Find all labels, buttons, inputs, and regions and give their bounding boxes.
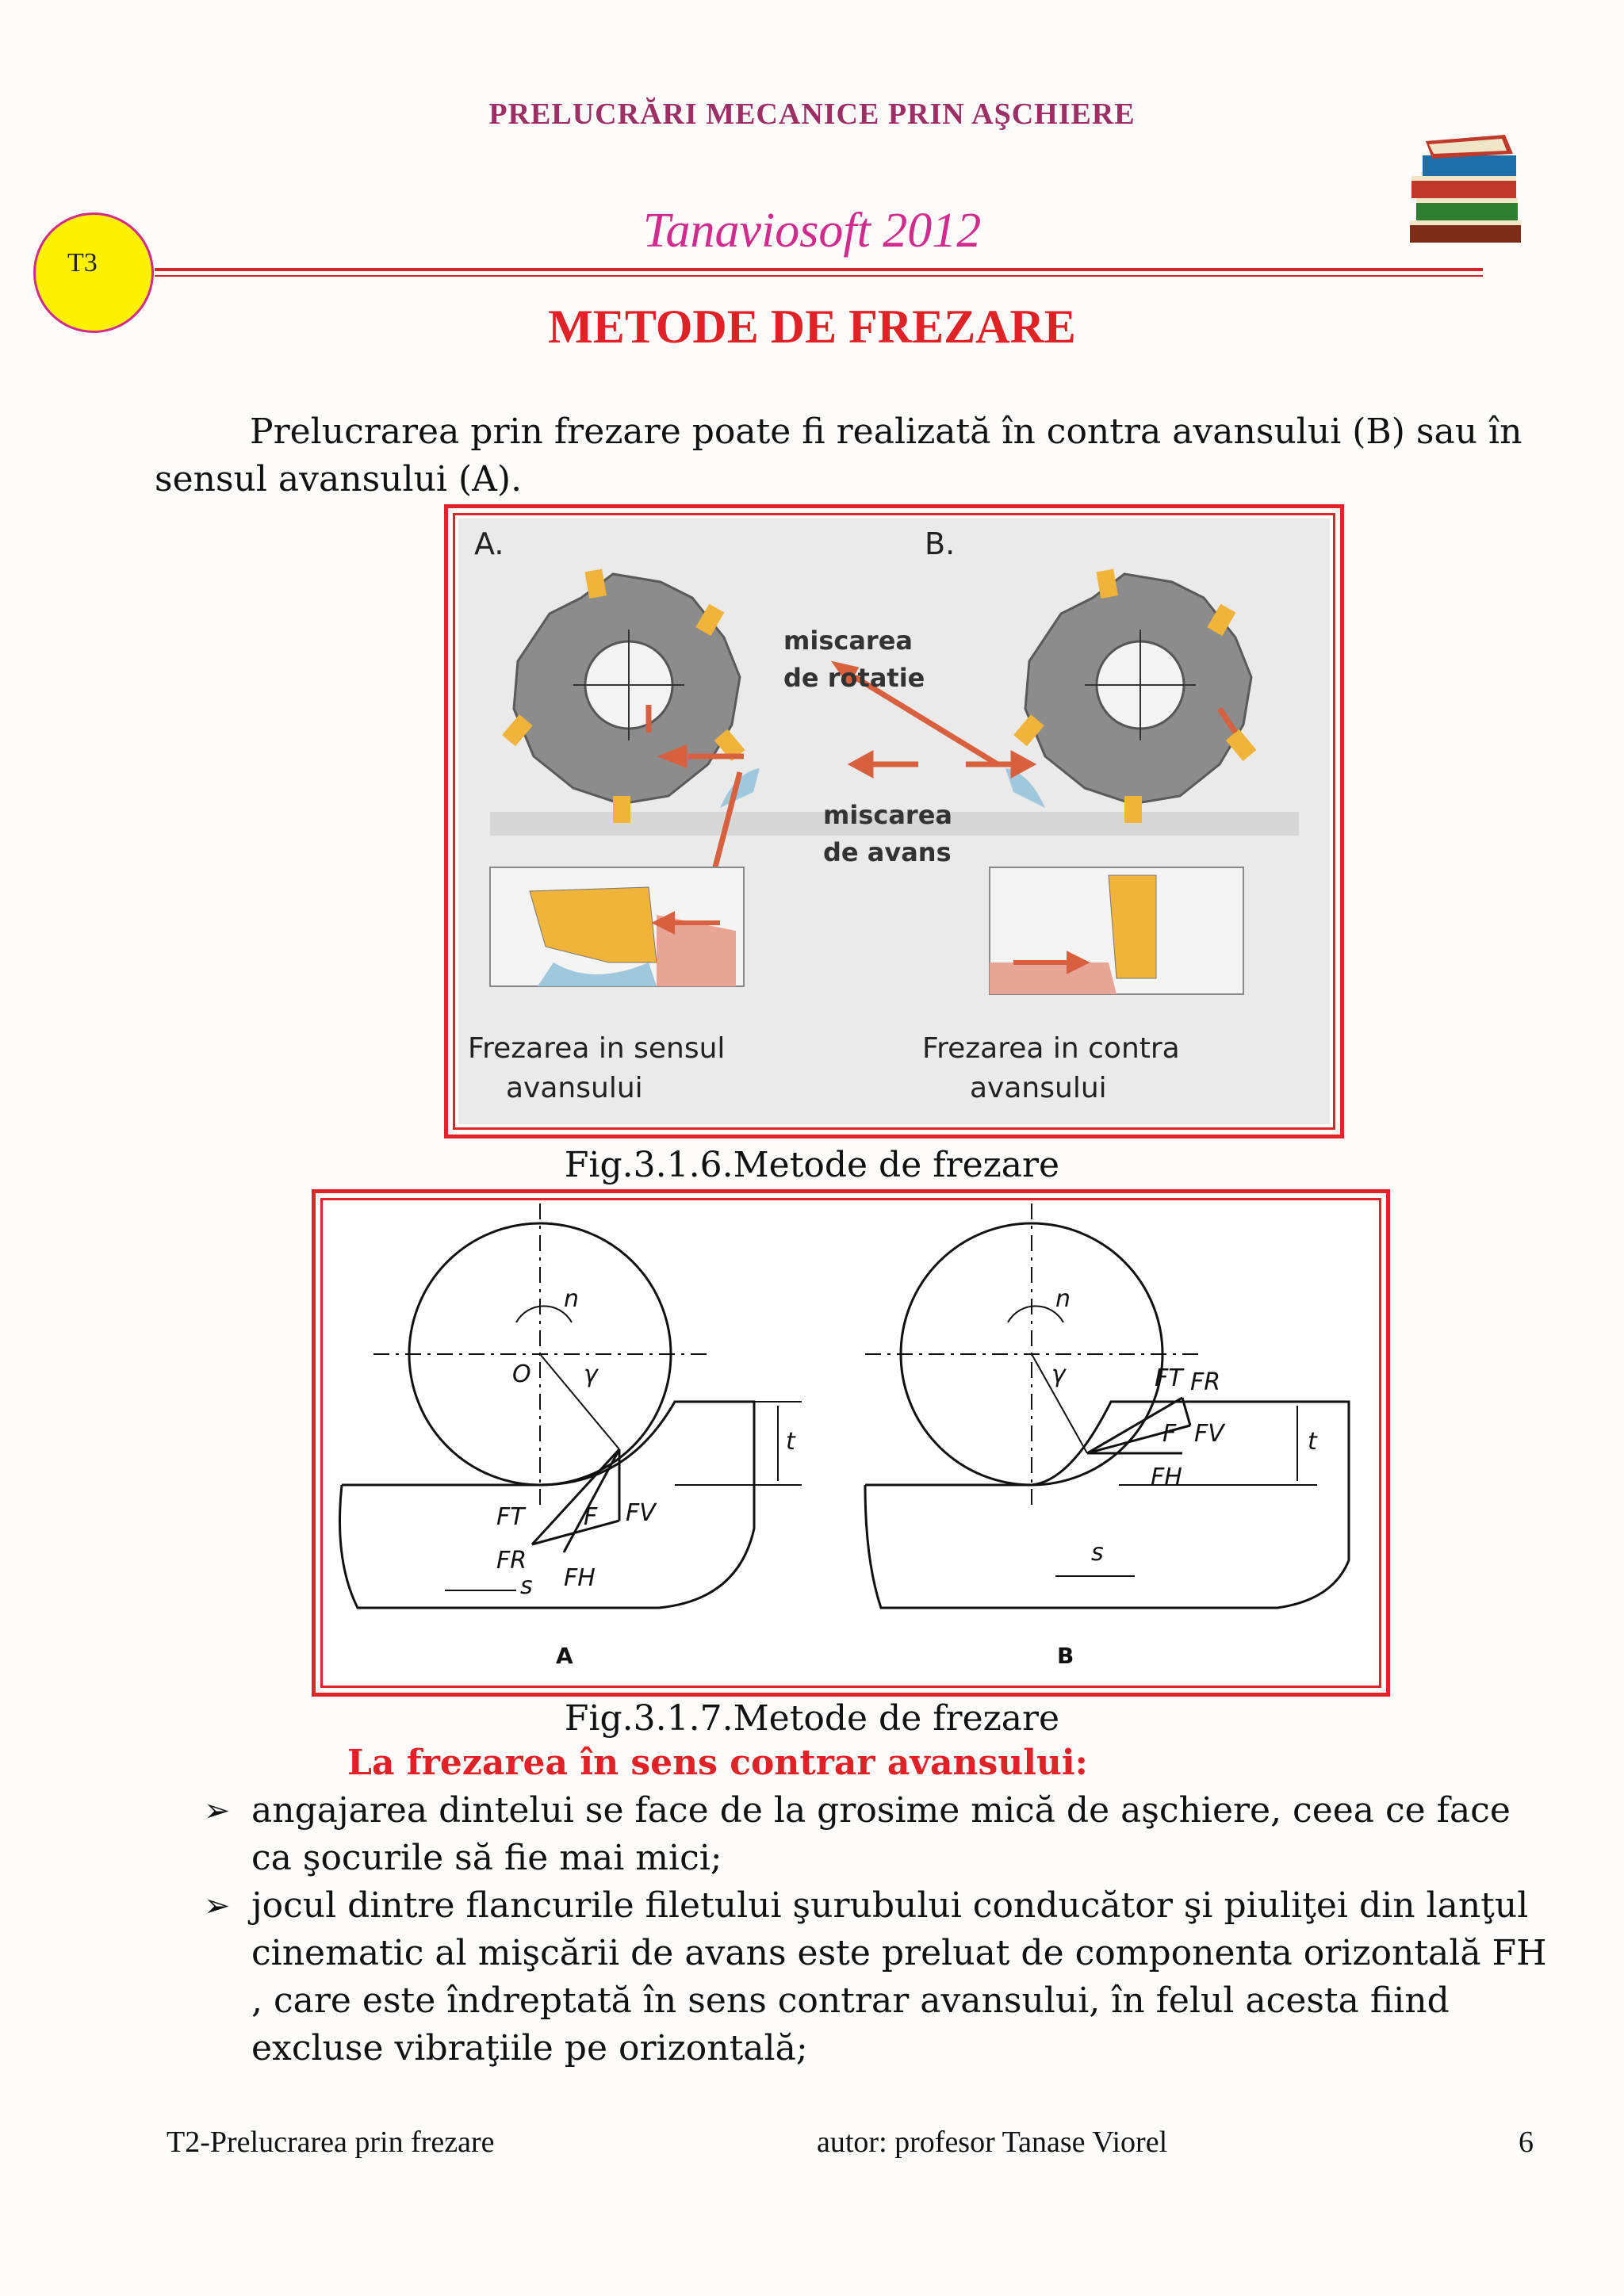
right-caption-2: avansului [970,1072,1107,1104]
subheading: La frezarea în sens contrar avansului: [347,1743,1088,1783]
fig2-b-fv: FV [1194,1420,1224,1448]
topic-badge-label: T3 [67,248,98,277]
footer-chapter: T2-Prelucrarea prin frezare [167,2126,495,2159]
fig2-a-fr: FR [496,1547,527,1575]
brand-title: Tanaviosoft 2012 [642,204,982,258]
fig2-a-n: n [564,1285,580,1313]
figure-1-milling-photo [458,519,1330,1124]
figure-2-force-diagram [326,1203,1376,1682]
section-title: METODE DE FREZARE [548,300,1076,353]
feed-label-2: de avans [823,837,952,867]
fig2-b-f: F [1162,1420,1177,1448]
figure-1-caption: Fig.3.1.6.Metode de frezare [564,1145,1060,1185]
left-caption-1: Frezarea in sensul [468,1032,726,1065]
fig2-b-n: n [1055,1285,1071,1313]
fig2-a-gamma: γ [584,1360,598,1388]
list-item: ➢ angajarea dintelui se face de la grosime mică de aşchiere, ceea ce face ca şocurile să fie mai mici; [204,1787,1552,1890]
figure-2-caption: Fig.3.1.7.Metode de frezare [564,1698,1060,1739]
document-header-title: PRELUCRĂRI MECANICE PRIN AŞCHIERE [488,98,1136,131]
fig2-a-fh: FH [564,1564,596,1592]
fig2-b-t: t [1308,1428,1317,1456]
left-caption-2: avansului [506,1072,643,1104]
header-divider-thin [155,275,1483,277]
fig2-a-s: s [520,1572,533,1600]
fig2-b-fh: FH [1151,1464,1182,1491]
intro-paragraph: Prelucrarea prin frezare poate fi realizată în contra avansului (B) sau în sensul avansului (A). [155,411,1522,499]
fig2-a-ft: FT [496,1503,525,1531]
fig2-label-b: B [1057,1643,1074,1669]
fig2-b-s: s [1091,1539,1104,1567]
fig2-a-o: O [512,1360,531,1388]
fig2-b-gamma: γ [1051,1360,1066,1388]
right-caption-1: Frezarea in contra [922,1032,1180,1065]
fig2-a-t: t [786,1428,795,1456]
rotation-label-1: miscarea [783,626,913,656]
page-number: 6 [1519,2126,1534,2159]
fig2-a-fv: FV [626,1499,656,1527]
fig1-label-a: A. [474,526,504,561]
header-divider [155,268,1483,271]
fig2-b-ft: FT [1155,1364,1183,1392]
fig2-label-a: A [556,1643,573,1669]
rotation-label-2: de rotatie [783,663,925,693]
arrow-bullet-icon: ➢ [204,1888,231,1924]
arrow-bullet-icon: ➢ [204,1793,231,1829]
list-item: ➢ jocul dintre flancurile filetului şurubului conducător şi piuliţei din lanţul cinematic al mişcării de avans este preluat de componenta orizontală FH , care este îndreptată în sens contrar avansului, în felul acesta fiind excluse vibraţiile pe orizontală; [204,1882,1552,2080]
footer-author: autor: profesor Tanase Viorel [817,2126,1168,2159]
books-icon [1402,133,1529,252]
fig2-a-f: F [584,1503,598,1531]
feed-label-1: miscarea [823,800,952,830]
fig1-label-b: B. [925,526,956,561]
fig2-b-fr: FR [1190,1368,1221,1396]
